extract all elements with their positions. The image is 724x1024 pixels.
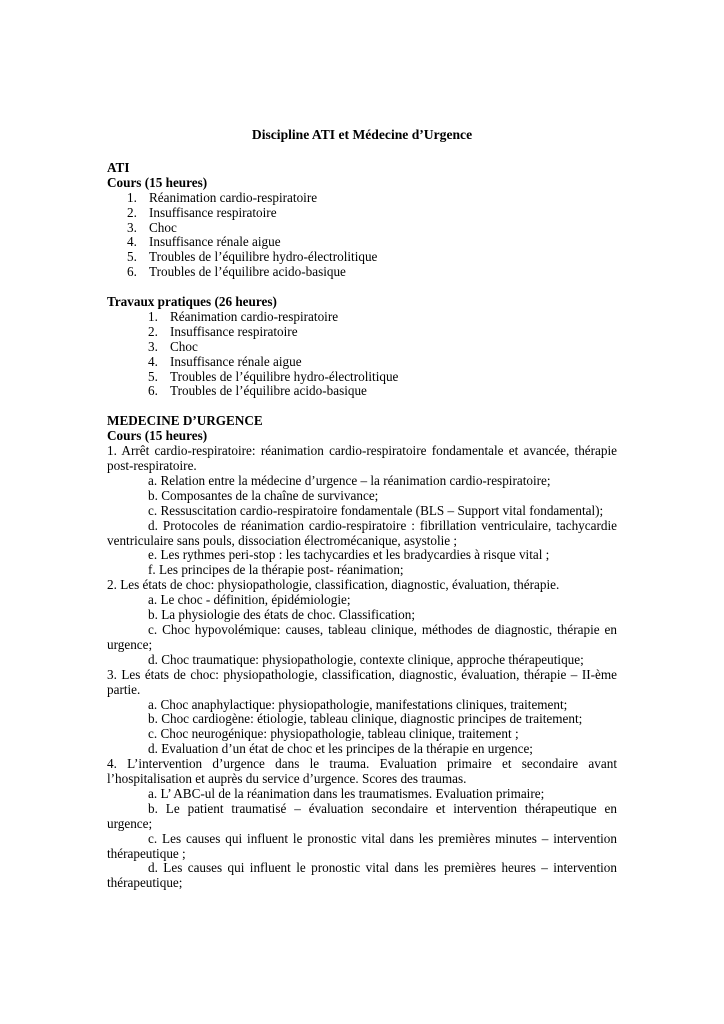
list-item	[107, 250, 617, 265]
list-item	[107, 310, 617, 325]
list-text: Insuffisance rénale aigue	[149, 234, 281, 250]
list-text: Troubles de l’équilibre hydro-électrolitique	[149, 249, 378, 265]
ati-tp-list	[107, 310, 617, 399]
topic-paragraph: 1. Arrêt cardio-respiratoire: réanimation cardio-respiratoire fondamentale et avancée, thérapie post-respiratoire.	[107, 443, 617, 473]
list-text: Insuffisance rénale aigue	[170, 353, 302, 369]
subtopic-paragraph: b. Composantes de la chaîne de survivance;	[148, 487, 379, 503]
page-title: Discipline ATI et Médecine d’Urgence	[251, 127, 473, 142]
list-number: 5.	[148, 368, 158, 384]
topic-paragraph: 3. Les états de choc: physiopathologie, classification, diagnostic, évaluation, thérapie – II-ème partie.	[107, 666, 617, 697]
list-item	[107, 370, 617, 385]
subtopic-paragraph: b. La physiologie des états de choc. Classification;	[148, 607, 415, 623]
subtopic-paragraph: a. Le choc - définition, épidémiologie;	[148, 592, 351, 608]
list-text: Troubles de l’équilibre hydro-électrolitique	[170, 368, 399, 384]
list-item	[107, 384, 617, 399]
ati-tp-heading: Travaux pratiques (26 heures)	[107, 294, 277, 310]
list-number: 4.	[148, 353, 158, 369]
list-number: 5.	[127, 249, 137, 265]
mu-cours-heading: Cours (15 heures)	[107, 428, 208, 444]
section-heading-ati: ATI	[107, 159, 130, 175]
list-number: 2.	[127, 204, 137, 220]
list-number: 1.	[148, 308, 158, 324]
list-number: 3.	[148, 338, 158, 354]
topic-paragraph: 2. Les états de choc: physiopathologie, classification, diagnostic, évaluation, thérapie.	[107, 577, 560, 593]
list-item	[107, 340, 617, 355]
list-number: 2.	[148, 323, 158, 339]
subtopic-paragraph: a. Relation entre la médecine d’urgence – la réanimation cardio-respiratoire;	[148, 472, 551, 488]
list-text: Réanimation cardio-respiratoire	[149, 189, 318, 205]
list-number: 1.	[127, 189, 137, 205]
subtopic-paragraph: c. Les causes qui influent le pronostic vital dans les premières minutes – intervention thérapeutique ;	[107, 830, 617, 861]
subtopic-paragraph: f. Les principes de la thérapie post- réanimation;	[148, 562, 404, 578]
subtopic-paragraph: d. Les causes qui influent le pronostic vital dans les premières heures – intervention thérapeutique;	[107, 860, 617, 891]
list-text: Insuffisance respiratoire	[149, 204, 277, 220]
list-item	[107, 265, 617, 280]
mu-topics	[107, 444, 617, 891]
list-item	[107, 206, 617, 221]
subtopic-paragraph: c. Choc hypovolémique: causes, tableau clinique, méthodes de diagnostic, thérapie en urgence;	[107, 621, 617, 652]
list-item	[107, 221, 617, 236]
list-number: 3.	[127, 219, 137, 235]
subtopic-paragraph: d. Choc traumatique: physiopathologie, contexte clinique, approche thérapeutique;	[148, 651, 584, 667]
list-number: 6.	[148, 383, 158, 399]
list-text: Troubles de l’équilibre acido-basique	[170, 383, 367, 399]
subtopic-paragraph: d. Protocoles de réanimation cardio-respiratoire : fibrillation ventriculaire, tachycardie ventriculaire sans pouls, dissociation électromécanique, asystolie ;	[107, 517, 617, 548]
list-text: Troubles de l’équilibre acido-basique	[149, 264, 346, 280]
subtopic-paragraph: c. Ressuscitation cardio-respiratoire fondamentale (BLS – Support vital fondamental);	[148, 502, 604, 518]
subtopic-paragraph: b. Le patient traumatisé – évaluation secondaire et intervention thérapeutique en urgence;	[107, 800, 617, 831]
list-item	[107, 235, 617, 250]
ati-cours-list	[107, 191, 617, 280]
subtopic-paragraph: d. Evaluation d’un état de choc et les principes de la thérapie en urgence;	[148, 741, 533, 757]
list-item	[107, 191, 617, 206]
list-number: 4.	[127, 234, 137, 250]
document-page	[107, 128, 617, 891]
list-item	[107, 355, 617, 370]
subtopic-paragraph: a. Choc anaphylactique: physiopathologie, manifestations cliniques, traitement;	[148, 696, 568, 712]
list-text: Réanimation cardio-respiratoire	[170, 308, 339, 324]
list-text: Insuffisance respiratoire	[170, 323, 298, 339]
list-text: Choc	[170, 338, 198, 354]
list-item	[107, 325, 617, 340]
topic-paragraph: 4. L’intervention d’urgence dans le trauma. Evaluation primaire et secondaire avant l’hospitalisation et auprès du service d’urgence. Scores des traumas.	[107, 756, 617, 787]
subtopic-paragraph: a. L’ ABC-ul de la réanimation dans les traumatismes. Evaluation primaire;	[148, 785, 545, 801]
section-heading-mu: MEDECINE D’URGENCE	[107, 413, 263, 429]
subtopic-paragraph: e. Les rythmes peri-stop : les tachycardies et les bradycardies à risque vital ;	[148, 547, 550, 563]
subtopic-paragraph: c. Choc neurogénique: physiopathologie, tableau clinique, traitement ;	[148, 726, 519, 742]
subtopic-paragraph: b. Choc cardiogène: étiologie, tableau clinique, diagnostic principes de traitement;	[148, 711, 583, 727]
list-number: 6.	[127, 264, 137, 280]
list-text: Choc	[149, 219, 177, 235]
ati-cours-heading: Cours (15 heures)	[107, 174, 208, 190]
